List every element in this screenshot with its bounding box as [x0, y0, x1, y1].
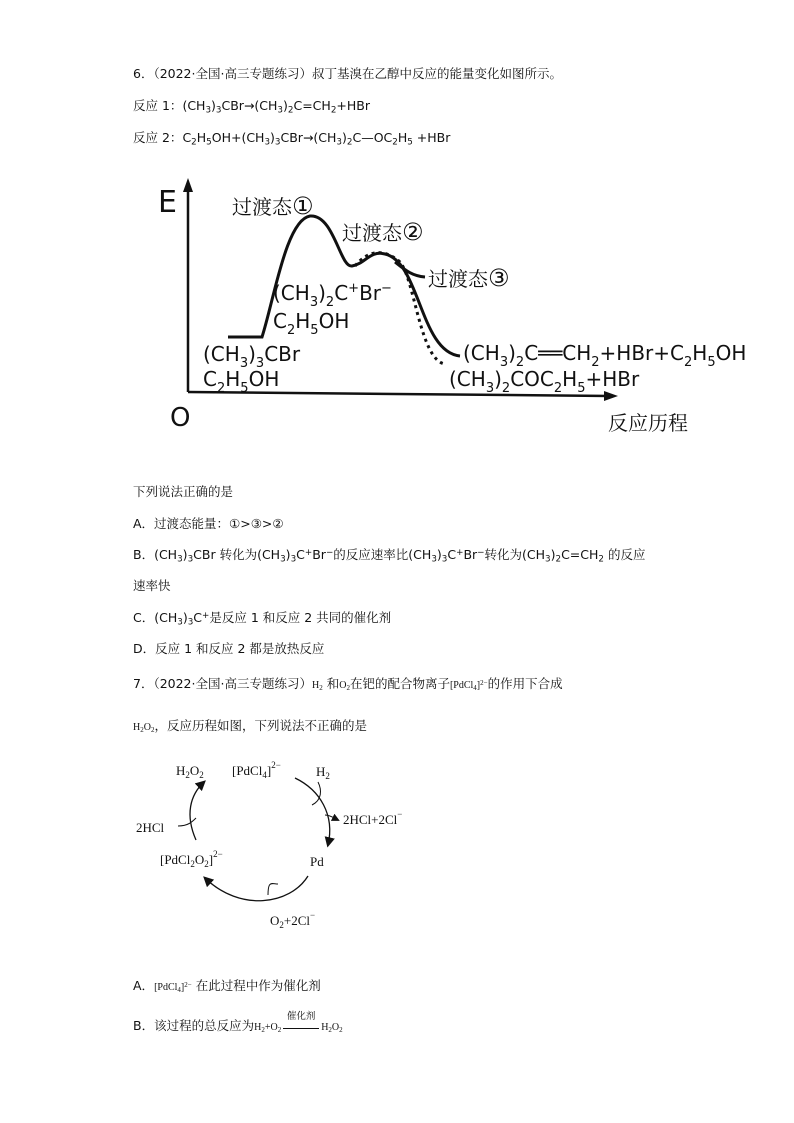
q6-reaction-2-equation: $C_2H_5OH+(CH_3)_3CBr\to(CH_3)_2C—OC_2H_5 +HBr$: [182, 130, 451, 148]
intermediate-label-line2: $C_2H_5OH$: [273, 309, 350, 338]
product2-label: $(CH_3)_2COC_2H_5+HBr$: [449, 367, 640, 396]
q6-reaction-1-equation: $(CH_3)_3CBr\to(CH_3)_2C=CH_2+HBr$: [182, 98, 370, 116]
ts3-branch-curve: [395, 262, 425, 277]
q6-prompt: 下列说法正确的是: [133, 484, 234, 499]
catalyst-arrow: 催化剂: [281, 1020, 321, 1036]
q6-header: 6．（2022·全国·高三专题练习）叔丁基溴在乙醇中反应的能量变化如图所示。: [133, 66, 562, 81]
q6-option-a: A．过渡态能量：①>③>②: [133, 516, 284, 531]
catalytic-cycle-diagram: [125, 750, 425, 940]
q7-header: 7．（2022·全国·高三专题练习）$H_2$ 和$O_2$在钯的配合物离子[PdCl$_4$]$^{2-}$的作用下合成: [133, 676, 563, 693]
cycle-o2-2cl: $O_2+2Cl^-$: [270, 910, 316, 930]
q6-option-d: D．反应 1 和反应 2 都是放热反应: [133, 641, 325, 656]
q6-reaction-2: 反应 2：$C_2H_5OH+(CH_3)_3CBr\to(CH_3)_2C—OC_2H_5 +HBr$: [133, 130, 451, 148]
product1-label: $(CH_3)_2C══CH_2+HBr+C_2H_5OH$: [463, 341, 747, 370]
cycle-h2o2: $H_2O_2$: [176, 763, 204, 780]
q6-option-c: C．$(CH_3)_3C^+$是反应 1 和反应 2 共同的催化剂: [133, 610, 392, 628]
cycle-pdcl4: [PdCl$_4$]$^{2-}$: [232, 760, 281, 780]
q7-option-a: A．[PdCl$_4$]$^{2-}$ 在此过程中作为催化剂: [133, 978, 321, 995]
q6-option-b: B．$(CH_3)_3CBr$ 转化为$(CH_3)_3C^+Br^-$的反应速率比$(CH_3)_3C^+Br^-$转化为$(CH_3)_2C=CH_2$ 的反应: [133, 547, 646, 565]
energy-diagram: [150, 170, 780, 440]
axis-y-label: E: [158, 185, 177, 220]
intermediate-label-line1: $(CH_3)_2C^+Br^-$: [273, 281, 392, 310]
cycle-pdcl2o2: $[PdCl_2O_2]^{2-}$: [160, 849, 223, 869]
cycle-2hcl: 2HCl: [136, 820, 165, 835]
ts2-label: 过渡态②: [342, 218, 424, 246]
q7-option-b: B．该过程的总反应为$H_2+O_2$ 催化剂 $H_2O_2$: [133, 1012, 343, 1035]
ts1-label: 过渡态①: [232, 192, 314, 220]
reactant-label-line1: $(CH_3)_3CBr$: [203, 342, 301, 371]
q7-line2: $H_2O_2$，反应历程如图，下列说法不正确的是: [133, 718, 367, 735]
cycle-h2: $H_2$: [316, 764, 330, 781]
reactant-label-line2: $C_2H_5OH$: [203, 367, 280, 396]
axis-x-label: 反应历程: [608, 411, 688, 435]
q6-reaction-1: 反应 1：$(CH_3)_3CBr\to(CH_3)_2C=CH_2+HBr$: [133, 98, 370, 116]
axis-origin-label: O: [170, 403, 191, 433]
q6-option-b-wrap: 速率快: [133, 578, 171, 593]
ts3-label: 过渡态③: [428, 264, 510, 292]
cycle-pd: Pd: [310, 854, 324, 869]
cycle-2hcl-2cl: 2HCl+2Cl−: [343, 809, 403, 827]
